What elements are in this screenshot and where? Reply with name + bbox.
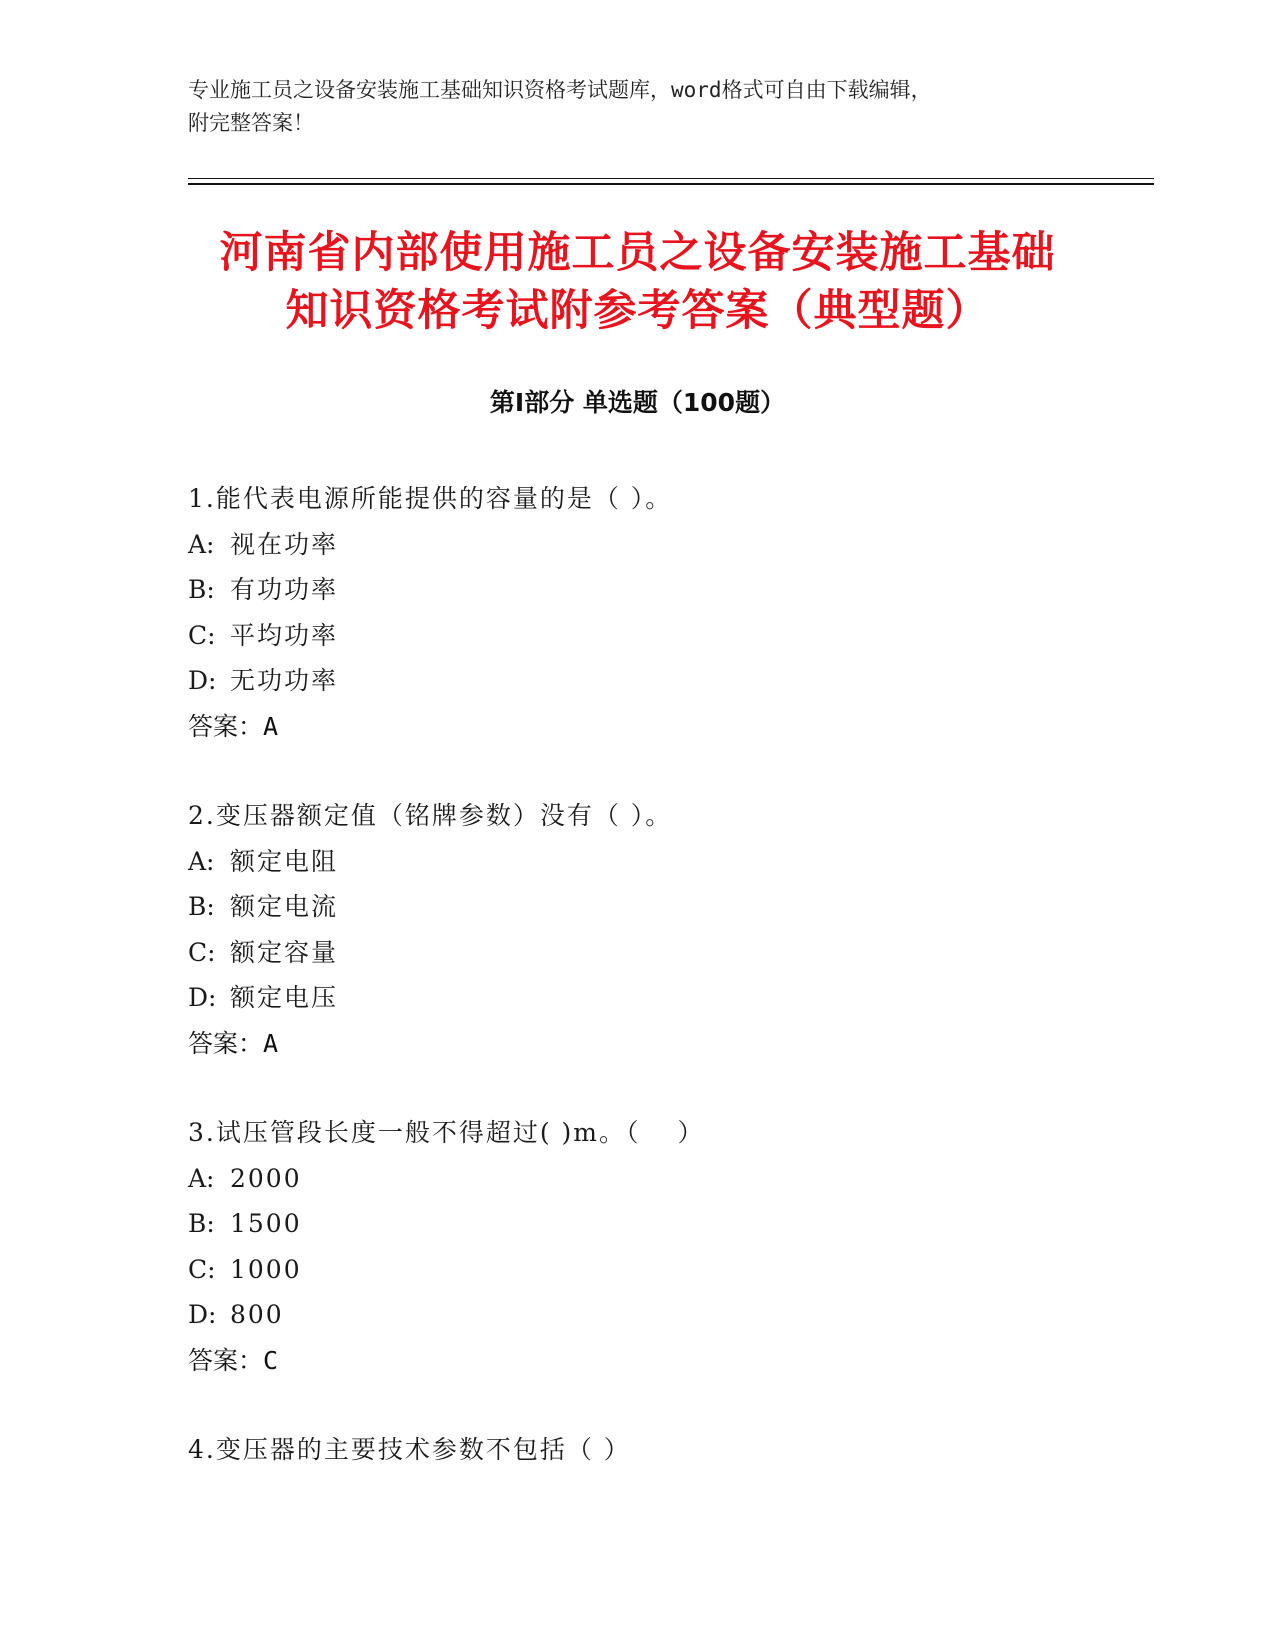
document-title-line-1: 河南省内部使用施工员之设备安装施工基础 [219, 228, 1056, 278]
question-stem: 3.试压管段长度一般不得超过( )m。（ ） [188, 1118, 705, 1147]
option-key: D: [188, 1300, 217, 1329]
answer-value: A [263, 711, 279, 741]
question-option-a [188, 1156, 1128, 1202]
question-option-d [188, 975, 1128, 1021]
header-note-line-2: 附完整答案！ [188, 111, 314, 135]
option-key: B: [188, 1209, 215, 1238]
option-key: B: [188, 892, 215, 921]
header-divider-top [188, 178, 1154, 179]
option-text: 有功功率 [230, 575, 339, 604]
question-answer [188, 1021, 1128, 1067]
option-key: D: [188, 983, 217, 1012]
header-note [188, 74, 1068, 140]
question-option-c [188, 930, 1128, 976]
question-item [188, 793, 1128, 1066]
answer-value: C [263, 1345, 279, 1375]
option-key: A: [188, 529, 215, 559]
question-option-d [188, 658, 1128, 704]
document-title-line-2: 知识资格考试附参考答案（典型题） [285, 286, 990, 336]
option-text: 无功功率 [230, 666, 339, 695]
question-item [188, 1110, 1128, 1383]
option-text: 额定电阻 [230, 846, 339, 876]
option-text: 2000 [230, 1163, 302, 1193]
question-option-b [188, 1201, 1128, 1247]
option-key: C: [188, 1254, 216, 1284]
question-option-d [188, 1292, 1128, 1338]
header-divider-bottom [188, 183, 1154, 185]
question-answer [188, 1338, 1128, 1384]
answer-label: 答案： [188, 1345, 264, 1375]
question-answer [188, 704, 1128, 750]
answer-label: 答案： [188, 711, 264, 741]
option-key: C: [188, 620, 216, 650]
option-text: 额定电压 [230, 983, 339, 1012]
question-item [188, 1427, 1128, 1473]
document-title [150, 224, 1125, 340]
option-key: A: [188, 846, 215, 876]
option-text: 800 [230, 1300, 284, 1329]
question-item [188, 476, 1128, 749]
question-option-a [188, 839, 1128, 885]
option-key: B: [188, 575, 215, 604]
question-option-a [188, 522, 1128, 568]
question-stem: 4.变压器的主要技术参数不包括（ ） [188, 1435, 631, 1464]
option-key: C: [188, 937, 216, 967]
option-text: 1000 [230, 1254, 302, 1284]
question-option-c [188, 613, 1128, 659]
question-option-c [188, 1247, 1128, 1293]
option-key: D: [188, 666, 217, 695]
header-note-line-1: 专业施工员之设备安装施工基础知识资格考试题库，word格式可自由下载编辑， [188, 78, 932, 102]
question-stem: 1.能代表电源所能提供的容量的是（ ）。 [188, 484, 673, 513]
question-list [188, 476, 1128, 1517]
option-text: 平均功率 [230, 620, 339, 650]
option-text: 额定容量 [230, 937, 339, 967]
option-text: 视在功率 [230, 529, 339, 559]
answer-value: A [263, 1028, 279, 1058]
answer-label: 答案： [188, 1028, 264, 1058]
question-option-b [188, 567, 1128, 613]
question-stem: 2.变压器额定值（铭牌参数）没有（ ）。 [188, 801, 673, 830]
question-option-b [188, 884, 1128, 930]
option-text: 1500 [230, 1209, 302, 1238]
option-text: 额定电流 [230, 892, 339, 921]
option-key: A: [188, 1163, 215, 1193]
section-title: 第Ⅰ部分 单选题（100题） [489, 388, 786, 417]
